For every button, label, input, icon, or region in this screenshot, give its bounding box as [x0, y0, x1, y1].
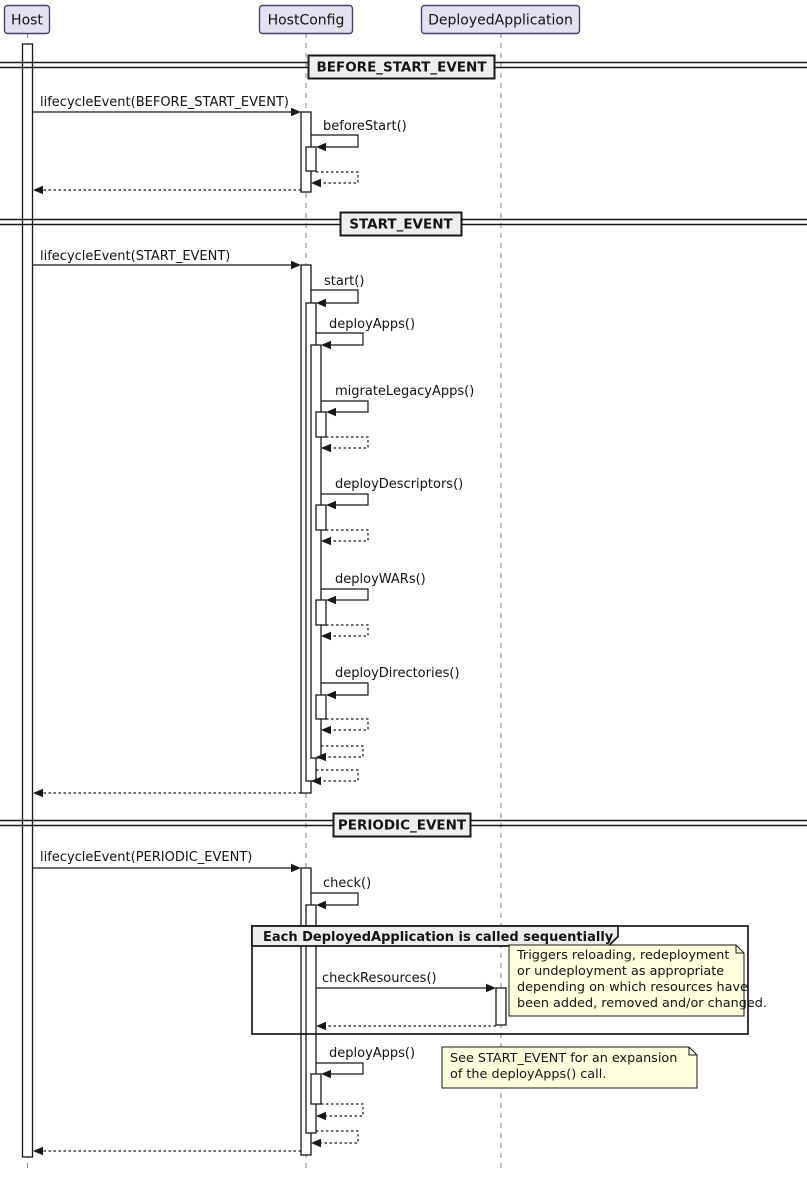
message-label-check: check(): [323, 876, 372, 891]
message-label-lifecycle-before-start: lifecycleEvent(BEFORE_START_EVENT): [40, 95, 289, 110]
divider-periodic-event-label: PERIODIC_EVENT: [337, 817, 467, 834]
activation-deploywars: [316, 600, 326, 625]
participant-hostconfig-label: HostConfig: [267, 12, 345, 29]
message-label-start: start(): [324, 274, 365, 289]
message-label-deployapps-periodic: deployApps(): [329, 1046, 416, 1061]
message-label-deploydescriptors: deployDescriptors(): [335, 477, 464, 492]
message-label-deploydirectories: deployDirectories(): [335, 666, 460, 681]
note-line: been added, removed and/or changed.: [517, 996, 767, 1011]
note-line: depending on which resources have: [517, 980, 748, 995]
message-label-migratelegacyapps: migrateLegacyApps(): [335, 384, 475, 399]
participant-host-label: Host: [11, 12, 43, 29]
message-label-deploywars: deployWARs(): [335, 572, 426, 587]
activation-beforestart: [306, 147, 316, 171]
note-deploy-apps: [442, 1047, 697, 1088]
activation-deploydescriptors: [316, 505, 326, 530]
note-line: See START_EVENT for an expansion: [450, 1051, 678, 1066]
message-label-deployapps: deployApps(): [329, 317, 416, 332]
activation-host: [23, 44, 33, 1157]
note-line: Triggers reloading, redeployment: [517, 948, 730, 963]
activation-deployapps-periodic: [311, 1074, 321, 1104]
participant-deployedapplication-label: DeployedApplication: [428, 12, 573, 29]
activation-migratelegacyapps: [316, 412, 326, 437]
note-line: or undeployment as appropriate: [517, 964, 725, 979]
divider-before-start-event-label: BEFORE_START_EVENT: [316, 59, 487, 76]
message-label-checkresources: checkResources(): [322, 971, 437, 986]
message-label-lifecycle-periodic: lifecycleEvent(PERIODIC_EVENT): [40, 850, 253, 865]
message-label-lifecycle-start: lifecycleEvent(START_EVENT): [40, 249, 231, 264]
activation-deploydirectories: [316, 695, 326, 719]
note-check-resources: [509, 945, 767, 1016]
note-line: of the deployApps() call.: [450, 1067, 607, 1082]
message-label-beforestart: beforeStart(): [323, 119, 407, 134]
activation-deployedapplication-checkresources: [496, 988, 506, 1025]
divider-start-event-label: START_EVENT: [349, 216, 453, 233]
group-header-label: Each DeployedApplication is called sequentially: [263, 930, 614, 945]
